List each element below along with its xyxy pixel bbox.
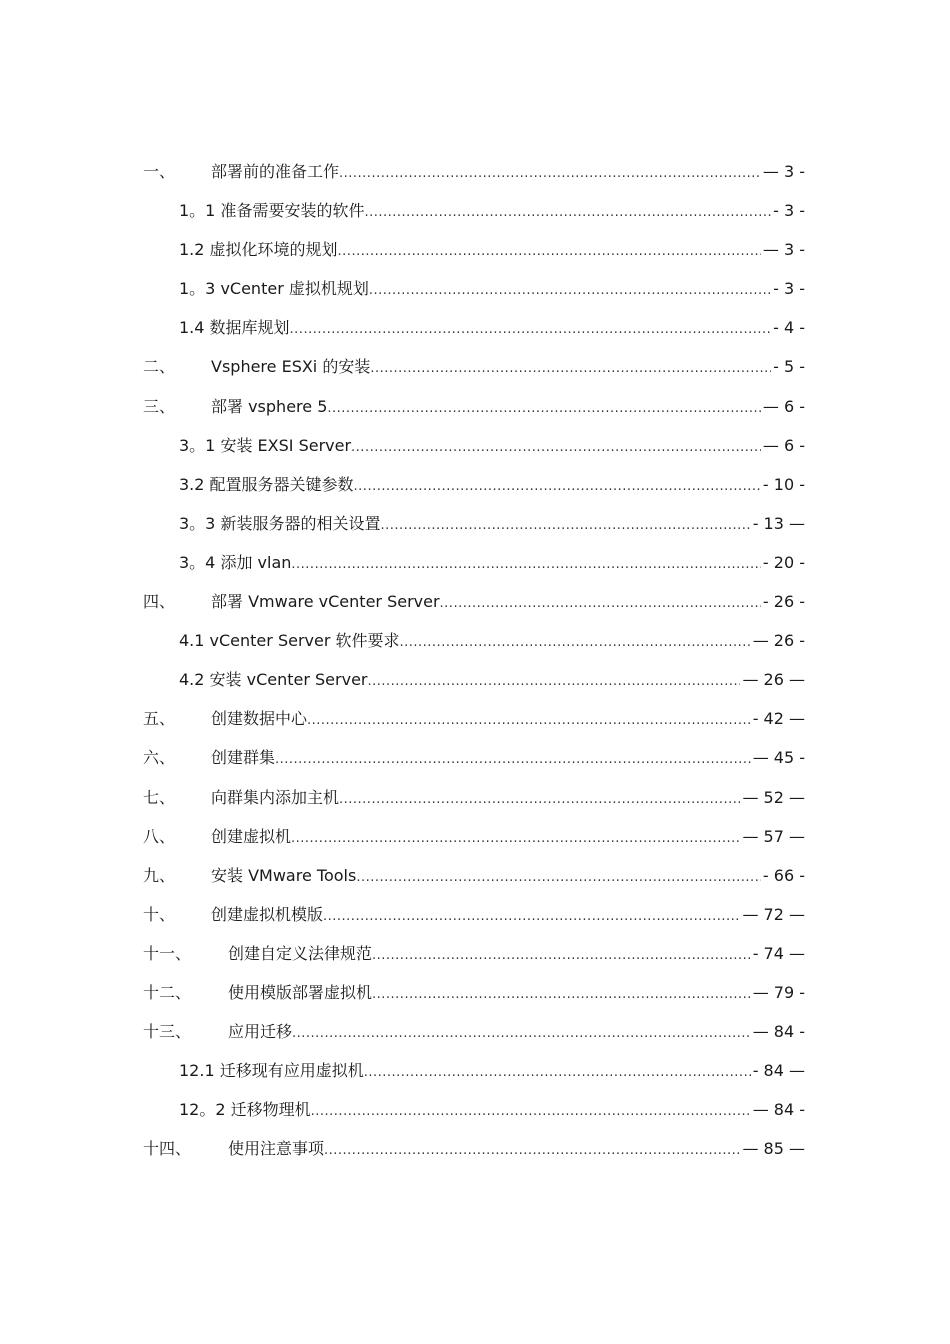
toc-entry-line	[228, 944, 805, 966]
toc-entry-title: 4.1 vCenter Server 软件要求	[179, 631, 400, 651]
toc-entry-number: 一、	[143, 162, 176, 181]
toc-entry-title: 使用注意事项	[228, 1139, 325, 1159]
toc-entry-title: 3。3 新装服务器的相关设置	[179, 513, 381, 533]
toc-entry-line	[211, 788, 805, 810]
toc-entry-page: — 79 -	[752, 982, 805, 1002]
toc-entry-line	[211, 709, 805, 731]
toc-entry[interactable]	[0, 778, 950, 817]
toc-dot-leader	[380, 516, 750, 536]
toc-entry-line	[211, 905, 805, 927]
toc-dot-leader	[339, 790, 740, 810]
toc-entry[interactable]	[0, 465, 950, 504]
toc-entry-line	[211, 357, 805, 379]
toc-dot-leader	[368, 672, 741, 692]
toc-entry[interactable]	[0, 621, 950, 660]
toc-entry[interactable]	[0, 934, 950, 973]
toc-entry-number: 十四、	[143, 1139, 192, 1159]
toc-entry[interactable]	[0, 308, 950, 347]
toc-entry[interactable]	[0, 895, 950, 934]
toc-entry-number: 二、	[143, 357, 176, 377]
toc-entry-line	[179, 279, 805, 301]
toc-entry[interactable]	[0, 191, 950, 230]
toc-entry-line	[211, 397, 805, 419]
toc-entry-title: 12。2 迁移物理机	[179, 1100, 311, 1120]
toc-entry[interactable]	[0, 856, 950, 895]
toc-entry-line	[179, 318, 805, 340]
toc-entry-line	[228, 1022, 805, 1044]
toc-entry[interactable]	[0, 1012, 950, 1051]
toc-entry-number: 十一、	[143, 943, 192, 963]
toc-entry-page: — 57 —	[742, 826, 805, 846]
toc-entry-page: - 20 -	[762, 552, 805, 572]
toc-dot-leader	[275, 750, 751, 770]
toc-entry-title: 3。1 安装 EXSI Server	[179, 435, 352, 455]
toc-dot-leader	[291, 555, 761, 575]
toc-entry-line	[179, 1100, 805, 1122]
toc-entry-number: 三、	[143, 396, 176, 416]
table-of-contents	[0, 152, 950, 1168]
toc-dot-leader	[291, 829, 740, 849]
toc-dot-leader	[339, 164, 761, 184]
toc-dot-leader	[370, 359, 771, 379]
toc-entry-title: 创建自定义法律规范	[228, 943, 373, 963]
toc-entry[interactable]	[0, 152, 950, 191]
toc-entry-title: 创建虚拟机	[211, 826, 292, 846]
toc-entry[interactable]	[0, 660, 950, 699]
toc-entry-title: 1.2 虚拟化环境的规划	[179, 240, 338, 260]
toc-entry-title: 12.1 迁移现有应用虚拟机	[179, 1061, 364, 1081]
toc-entry-page: - 5 -	[773, 357, 805, 377]
toc-dot-leader	[372, 985, 751, 1005]
toc-entry[interactable]	[0, 504, 950, 543]
toc-entry-title: 1。3 vCenter 虚拟机规划	[179, 279, 369, 299]
toc-entry-number: 六、	[143, 748, 176, 768]
toc-entry-page: — 26 -	[752, 631, 805, 651]
toc-entry-title: 创建数据中心	[211, 709, 308, 729]
toc-entry-title: 部署前的准备工作	[211, 162, 340, 181]
toc-entry[interactable]	[0, 1129, 950, 1168]
toc-entry-line	[211, 162, 805, 184]
toc-entry[interactable]	[0, 1051, 950, 1090]
toc-entry[interactable]	[0, 699, 950, 738]
toc-entry-page: - 3 -	[773, 201, 805, 221]
toc-entry-line	[179, 514, 805, 536]
toc-entry-page: — 72 —	[742, 904, 805, 924]
toc-entry[interactable]	[0, 817, 950, 856]
toc-entry-line	[179, 670, 805, 692]
toc-entry-number: 五、	[143, 709, 176, 729]
toc-entry-title: 使用模版部署虚拟机	[228, 982, 373, 1002]
toc-entry-title: 3.2 配置服务器关键参数	[179, 474, 354, 494]
toc-entry-page: — 3 -	[762, 240, 805, 260]
toc-entry[interactable]	[0, 1090, 950, 1129]
toc-entry-line	[179, 436, 805, 458]
toc-entry[interactable]	[0, 347, 950, 386]
toc-dot-leader	[311, 1102, 751, 1122]
toc-dot-leader	[440, 594, 761, 614]
toc-dot-leader	[324, 1141, 740, 1161]
toc-entry[interactable]	[0, 387, 950, 426]
toc-entry-line	[179, 553, 805, 575]
toc-dot-leader	[369, 281, 771, 301]
toc-entry-number: 八、	[143, 826, 176, 846]
toc-entry-page: — 26 —	[742, 670, 805, 690]
toc-entry-page: - 84 —	[752, 1061, 805, 1081]
toc-entry-number: 十、	[143, 904, 176, 924]
toc-entry-title: 部署 Vmware vCenter Server	[211, 592, 440, 612]
toc-dot-leader	[364, 1063, 751, 1083]
toc-entry-page: — 3 -	[762, 162, 805, 181]
toc-entry-line	[228, 1139, 805, 1161]
toc-entry-number: 七、	[143, 787, 176, 807]
toc-entry-number: 十二、	[143, 982, 192, 1002]
toc-dot-leader	[338, 242, 761, 262]
toc-entry-page: - 66 -	[762, 865, 805, 885]
toc-entry-title: 4.2 安装 vCenter Server	[179, 670, 368, 690]
toc-entry-title: 应用迁移	[228, 1022, 293, 1042]
toc-entry[interactable]	[0, 543, 950, 582]
toc-entry-number: 四、	[143, 592, 176, 612]
toc-dot-leader	[292, 1024, 751, 1044]
toc-entry[interactable]	[0, 582, 950, 621]
toc-entry-line	[211, 866, 805, 888]
toc-entry[interactable]	[0, 426, 950, 465]
toc-dot-leader	[351, 438, 761, 458]
toc-entry-page: - 13 —	[752, 513, 805, 533]
toc-entry-title: 3。4 添加 vlan	[179, 552, 292, 572]
toc-entry-line	[179, 631, 805, 653]
toc-dot-leader	[356, 868, 761, 888]
toc-entry-page: - 4 -	[773, 318, 805, 338]
toc-entry-page: — 6 -	[762, 435, 805, 455]
toc-entry-line	[211, 748, 805, 770]
toc-entry-page: — 85 —	[742, 1139, 805, 1159]
toc-dot-leader	[372, 946, 751, 966]
toc-entry-line	[228, 983, 805, 1005]
toc-entry-title: 安装 VMware Tools	[211, 865, 357, 885]
toc-entry-page: - 74 —	[752, 943, 805, 963]
toc-dot-leader	[307, 711, 751, 731]
toc-entry[interactable]	[0, 738, 950, 777]
toc-entry-page: - 3 -	[773, 279, 805, 299]
toc-entry-title: 向群集内添加主机	[211, 787, 340, 807]
toc-entry-page: - 10 -	[762, 474, 805, 494]
toc-entry-title: 1.4 数据库规划	[179, 318, 290, 338]
toc-entry[interactable]	[0, 269, 950, 308]
toc-entry-number: 九、	[143, 865, 176, 885]
toc-entry-page: - 26 -	[762, 592, 805, 612]
toc-entry-title: 创建虚拟机模版	[211, 904, 324, 924]
toc-entry-title: 1。1 准备需要安装的软件	[179, 201, 365, 221]
toc-entry-number: 十三、	[143, 1022, 192, 1042]
toc-entry-page: — 84 -	[752, 1022, 805, 1042]
toc-entry-page: — 52 —	[742, 787, 805, 807]
toc-entry-line	[179, 201, 805, 223]
toc-entry-line	[211, 592, 805, 614]
toc-dot-leader	[400, 633, 751, 653]
toc-entry-page: - 42 —	[752, 709, 805, 729]
toc-dot-leader	[327, 399, 761, 419]
toc-entry-line	[179, 475, 805, 497]
toc-entry-title: 部署 vsphere 5	[211, 396, 328, 416]
toc-entry[interactable]	[0, 230, 950, 269]
toc-dot-leader	[323, 907, 740, 927]
toc-entry-line	[179, 1061, 805, 1083]
toc-entry-line	[211, 827, 805, 849]
toc-entry-title: Vsphere ESXi 的安装	[211, 357, 371, 377]
toc-entry-title: 创建群集	[211, 748, 276, 768]
toc-entry-page: — 6 -	[762, 396, 805, 416]
toc-entry-page: — 45 -	[752, 748, 805, 768]
toc-entry[interactable]	[0, 973, 950, 1012]
toc-entry-line	[179, 240, 805, 262]
toc-entry-page: — 84 -	[752, 1100, 805, 1120]
toc-dot-leader	[354, 477, 761, 497]
toc-dot-leader	[290, 320, 772, 340]
toc-dot-leader	[364, 203, 771, 223]
